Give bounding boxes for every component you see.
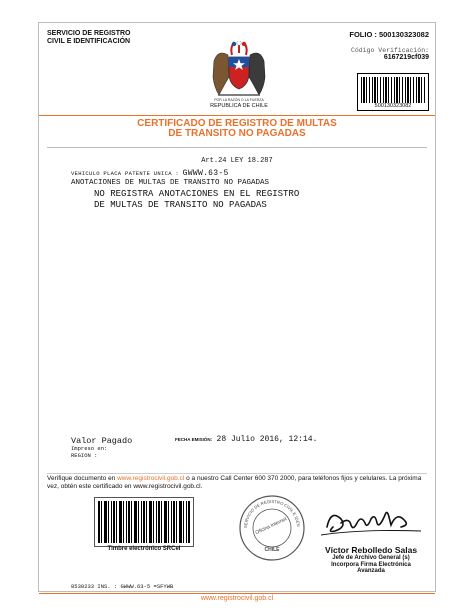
plate-row — [71, 169, 229, 178]
handwritten-signature-icon — [317, 503, 427, 543]
seal-bottom-text: CHILE — [264, 547, 280, 553]
electronic-stamp-label: Timbre electrónico SRCeI — [107, 546, 181, 552]
barcode-icon — [361, 77, 425, 103]
legal-article: Art.24 LEY 18.287 — [201, 157, 273, 165]
plate-value: GWWW.63-5 — [182, 169, 229, 178]
title-line-1: CERTIFICADO DE REGISTRO DE MULTAS — [137, 118, 337, 129]
issue-date-label: FECHA EMISIÓN: — [175, 437, 213, 442]
printed-in-block — [71, 446, 107, 459]
folio-number: FOLIO : 500130323082 — [349, 30, 429, 39]
footer-website-link[interactable]: www.registrocivil.gob.cl — [200, 595, 274, 602]
footer-reference-code: 8530233 INS. : GWWW.63-5 =SFYWB — [71, 583, 174, 590]
pdf417-barcode-icon — [98, 501, 190, 543]
signature-note-2: Avanzada — [357, 568, 385, 574]
signature-note-1: Incorpora Firma Electrónica — [331, 562, 411, 568]
printed-in-label: Impreso en: — [71, 445, 108, 452]
annotations-heading: ANOTACIONES DE MULTAS DE TRANSITO NO PAGADAS — [71, 179, 270, 187]
verification-code-label: Código Verificación: — [350, 47, 429, 54]
issue-date-value: 28 Julio 2016, 12:14. — [216, 435, 318, 444]
office-seal-icon — [237, 493, 307, 563]
result-statement — [94, 189, 299, 211]
seal-mid-text: Oficina Internet — [254, 516, 288, 537]
paid-value-label: Valor Pagado — [71, 436, 133, 446]
signer-block — [301, 545, 441, 574]
signer-name: Víctor Rebolledo Salas — [324, 545, 418, 555]
verify-divider — [47, 473, 427, 474]
plate-label: VEHICULO PLACA PATENTE UNICA : — [71, 170, 180, 177]
issuer-line-2: CIVIL E IDENTIFICACIÓN — [47, 38, 131, 45]
svg-text:POR LA RAZÓN O LA FUERZA: POR LA RAZÓN O LA FUERZA — [214, 98, 264, 102]
signer-role: Jefe de Archivo General (s) — [332, 555, 410, 561]
folio-barcode-text: 500130323082 — [374, 103, 412, 109]
republic-label: REPUBLICA DE CHILE — [210, 103, 268, 109]
issuer-line-1: SERVICIO DE REGISTRO — [47, 30, 131, 37]
issuer-name — [47, 30, 157, 46]
folio-barcode — [357, 73, 429, 111]
region-label: REGION : — [71, 451, 98, 459]
header-divider — [39, 115, 435, 116]
document-title — [39, 119, 435, 139]
coat-of-arms-icon — [202, 41, 276, 103]
issue-date — [175, 428, 317, 446]
verify-text-pre: Verifique documento en — [47, 475, 118, 482]
certificate-document — [38, 22, 436, 602]
verification-notice — [47, 475, 432, 491]
title-line-2: DE TRANSITO NO PAGADAS — [168, 128, 306, 139]
footer-divider — [39, 593, 435, 594]
result-line-1: NO REGISTRA ANOTACIONES EN EL REGISTRO — [94, 189, 300, 199]
electronic-stamp-barcode — [94, 497, 194, 547]
verification-code: 6167219cf039 — [383, 54, 429, 61]
title-divider — [47, 147, 427, 148]
result-line-2: DE MULTAS DE TRANSITO NO PAGADAS — [94, 200, 267, 210]
folio-block — [349, 30, 429, 61]
verify-link[interactable]: www.registrocivil.gob.cl — [117, 475, 185, 482]
verify-text-post: o a nuestro Call Center 600 370 2000, para teléfonos fijos y celulares. La próxima vez, obtén este certificado en www.registrocivil.gob.cl. — [47, 475, 422, 490]
seal-ring-text: SERVICIO DE REGISTRO CIVIL E IDEN — [242, 498, 301, 529]
